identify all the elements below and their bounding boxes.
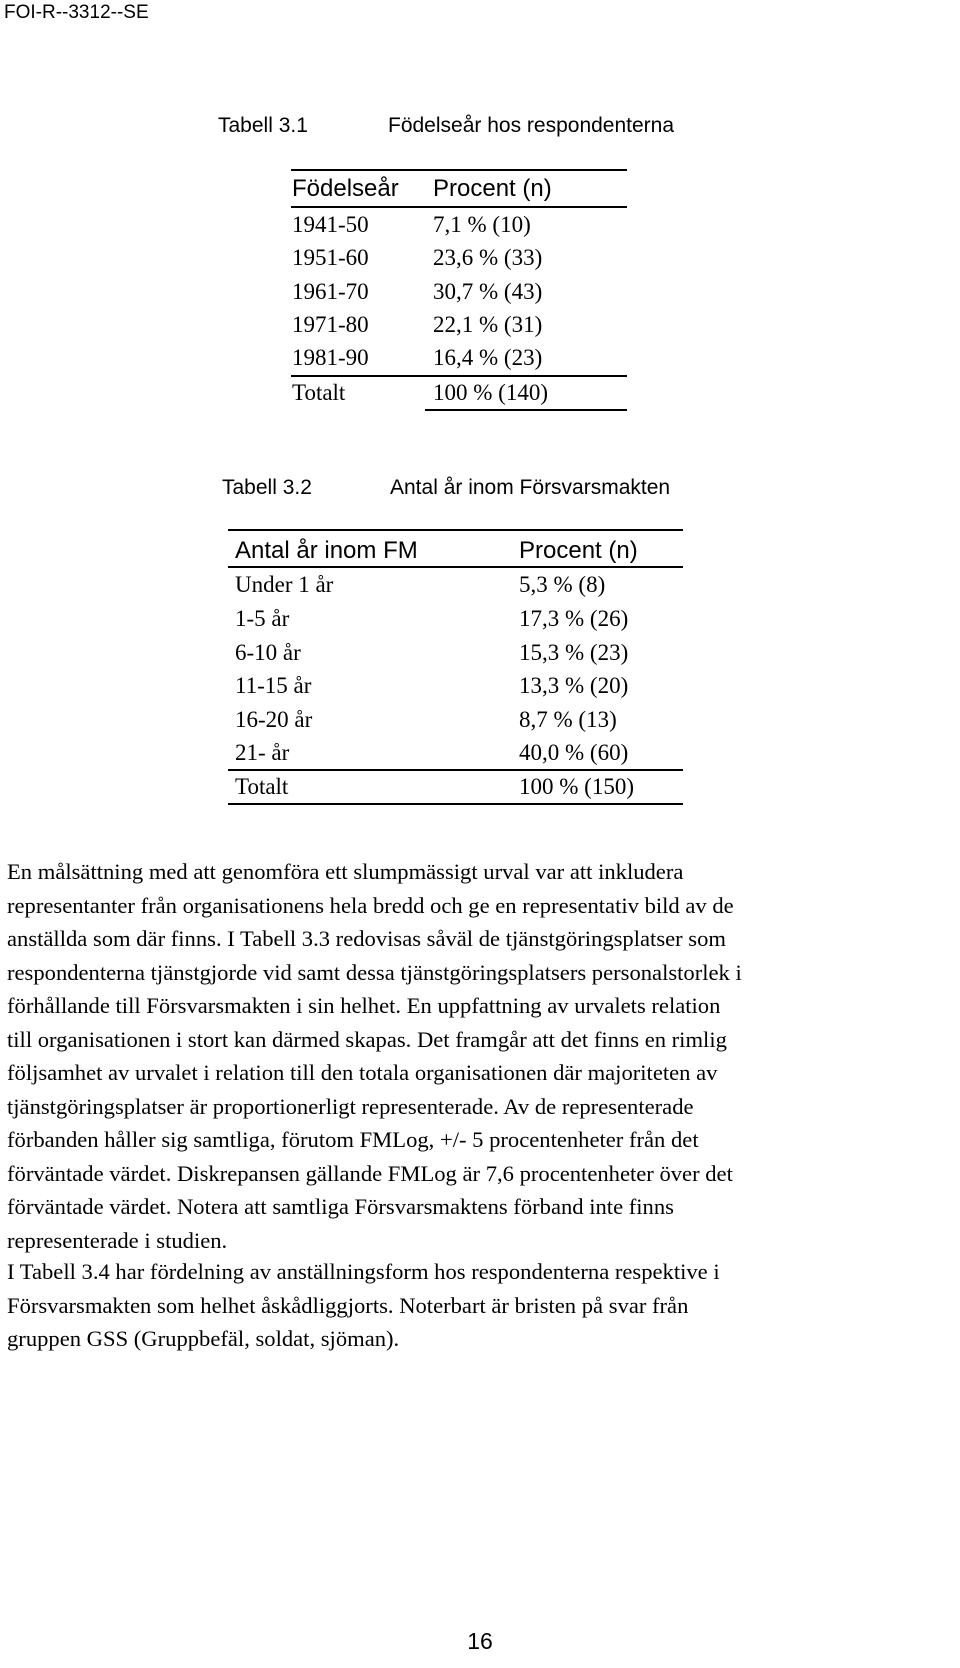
table1-header-year: Födelseår [292,175,399,202]
table2-cell-years: 16-20 år [235,707,313,732]
table1-top-rule [291,169,627,171]
body-paragraph-2 [7,1255,947,1356]
table1-cell-year: 1961-70 [292,279,369,304]
table1-cell-year: 1981-90 [292,345,369,370]
text-line: Försvarsmakten som helhet åskådliggjorts. Noterbart är bristen på svar från [7,1292,689,1318]
text-line: förhållande till Försvarsmakten i sin helhet. En uppfattning av urvalets relation [7,993,721,1018]
text-line: förväntade värdet. Diskrepansen gällande FMLog är 7,6 procentenheter över det [7,1160,733,1186]
text-line: tjänstgöringsplatser är proportionerligt representerade. Av de representerade [7,1093,694,1119]
body-paragraph-1 [7,855,947,1257]
table2-cell-years: 6-10 år [235,640,301,665]
table2-cell-years: Under 1 år [235,572,334,597]
text-line: förbanden håller sig samtliga, förutom FMLog, +/- 5 procentenheter från det [7,1127,699,1152]
table2-total-label: Totalt [235,774,289,799]
text-line: till organisationen i stort kan därmed skapas. Det framgår att det finns en rimlig [7,1026,727,1052]
table2-top-rule [228,529,683,531]
table2-cell-percent: 5,3 % (8) [519,572,606,597]
table1-total-value: 100 % (140) [433,380,548,405]
text-line: respondenterna tjänstgjorde vid samt dessa tjänstgöringsplatsers personalstorlek i [7,959,742,985]
text-line: En målsättning med att genomföra ett slumpmässigt urval var att inkludera [7,859,684,884]
text-line: följsamhet av urvalet i relation till den totala organisationen där majoriteten av [7,1060,718,1085]
table2-title: Antal år inom Försvarsmakten [390,476,671,499]
table2-cell-percent: 17,3 % (26) [519,606,629,631]
table1-cell-year: 1951-60 [292,245,369,270]
table1-total-rule [291,375,627,377]
table2-cell-years: 1-5 år [235,606,290,631]
table1-bottom-rule [425,409,627,411]
text-line: anställda som där finns. I Tabell 3.3 redovisas såväl de tjänstgöringsplatser som [7,926,726,951]
table2-bottom-rule [228,803,683,805]
table1-cell-percent: 16,4 % (23) [433,345,543,370]
table1-cell-year: 1941-50 [292,212,369,237]
table2-total-value: 100 % (150) [519,774,634,799]
table2-cell-percent: 8,7 % (13) [519,707,617,732]
table1-cell-percent: 22,1 % (31) [433,312,543,337]
table1-total-label: Totalt [292,380,346,405]
table1-label: Tabell 3.1 [218,114,308,137]
table2-header-years: Antal år inom FM [235,537,418,564]
table1-title: Födelseår hos respondenterna [388,114,675,137]
table2-cell-percent: 15,3 % (23) [519,640,629,665]
table2-total-rule [228,769,683,771]
table1-header-percent: Procent (n) [433,175,552,202]
table2-header-percent: Procent (n) [519,537,638,564]
text-line: I Tabell 3.4 har fördelning av anställningsform hos respondenterna respektive i [7,1259,720,1284]
page-number: 16 [467,1628,493,1654]
table2-cell-percent: 40,0 % (60) [519,740,629,765]
document-id: FOI-R--3312--SE [4,2,149,23]
table1-cell-percent: 23,6 % (33) [433,245,543,270]
table2-cell-years: 11-15 år [235,673,312,698]
table2-header-rule [228,566,683,568]
text-line: representerade i studien. [7,1227,228,1253]
text-line: representanter från organisationens hela bredd och ge en representativ bild av de [7,892,734,918]
text-line: förväntade värdet. Notera att samtliga Försvarsmaktens förband inte finns [7,1194,674,1219]
text-line: gruppen GSS (Gruppbefäl, soldat, sjöman). [7,1326,400,1351]
table2-label: Tabell 3.2 [222,476,312,499]
table1-cell-year: 1971-80 [292,312,369,337]
table1-cell-percent: 7,1 % (10) [433,212,531,237]
table1-header-rule [291,206,627,208]
table2-cell-percent: 13,3 % (20) [519,673,629,698]
table2-cell-years: 21- år [235,740,290,765]
table1-cell-percent: 30,7 % (43) [433,279,543,304]
